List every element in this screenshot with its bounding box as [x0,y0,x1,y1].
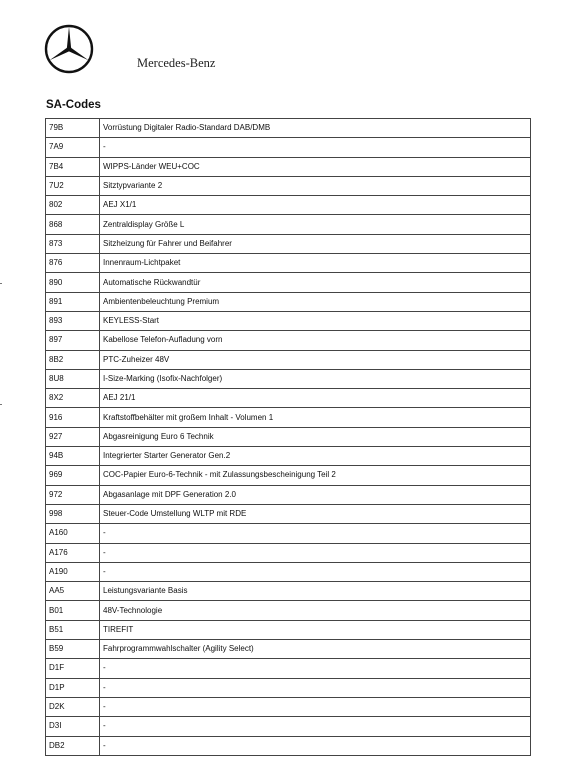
table-row [46,196,531,215]
sa-description-cell: WIPPS-Länder WEU+COC [100,157,531,176]
sa-description-cell: - [100,678,531,697]
sa-code-cell: 868 [46,215,100,234]
sa-description-cell: - [100,543,531,562]
sa-description-cell: Automatische Rückwandtür [100,273,531,292]
sa-description-cell: Kraftstoffbehälter mit großem Inhalt - Volumen 1 [100,408,531,427]
sa-code-cell: 891 [46,292,100,311]
sa-code-cell: 927 [46,427,100,446]
sa-code-cell: 7U2 [46,176,100,195]
table-row [46,119,531,138]
sa-description-cell: - [100,524,531,543]
sa-description-cell: Innenraum-Lichtpaket [100,254,531,273]
section-title: SA-Codes [46,99,101,111]
sa-description-cell: AEJ 21/1 [100,389,531,408]
sa-description-cell: AEJ X1/1 [100,196,531,215]
sa-code-cell: 972 [46,485,100,504]
table-row [46,447,531,466]
sa-code-cell: 893 [46,311,100,330]
sa-code-cell: D1F [46,659,100,678]
sa-description-cell: KEYLESS-Start [100,311,531,330]
sa-description-cell: - [100,659,531,678]
sa-description-cell: TIREFIT [100,620,531,639]
sa-code-cell: 802 [46,196,100,215]
table-row [46,254,531,273]
table-row [46,736,531,755]
sa-code-cell: 873 [46,234,100,253]
sa-description-cell: Kabellose Telefon-Aufladung vorn [100,331,531,350]
sa-code-cell: A190 [46,562,100,581]
sa-description-cell: Zentraldisplay Größe L [100,215,531,234]
table-row [46,389,531,408]
table-row [46,697,531,716]
sa-code-cell: A160 [46,524,100,543]
table-row [46,485,531,504]
sa-description-cell: - [100,717,531,736]
table-row [46,157,531,176]
table-row [46,215,531,234]
sa-description-cell: COC-Papier Euro-6-Technik - mit Zulassungsbescheinigung Teil 2 [100,466,531,485]
sa-description-cell: Ambientenbeleuchtung Premium [100,292,531,311]
table-row [46,601,531,620]
sa-code-cell: 916 [46,408,100,427]
brand-name: Mercedes-Benz [137,56,216,70]
sa-description-cell: Integrierter Starter Generator Gen.2 [100,447,531,466]
table-row [46,543,531,562]
table-row [46,138,531,157]
sa-code-cell: D2K [46,697,100,716]
table-row [46,234,531,253]
sa-description-cell: Leistungsvariante Basis [100,582,531,601]
sa-code-cell: AA5 [46,582,100,601]
table-row [46,562,531,581]
table-row [46,331,531,350]
sa-description-cell: Sitzheizung für Fahrer und Beifahrer [100,234,531,253]
table-row [46,427,531,446]
table-row [46,717,531,736]
sa-description-cell: - [100,736,531,755]
table-row [46,659,531,678]
sa-code-cell: 998 [46,504,100,523]
sa-description-cell: - [100,697,531,716]
table-row [46,292,531,311]
sa-code-cell: D1P [46,678,100,697]
sa-code-cell: 969 [46,466,100,485]
margin-mark [0,283,2,284]
sa-description-cell: Abgasanlage mit DPF Generation 2.0 [100,485,531,504]
table-row [46,582,531,601]
sa-code-cell: DB2 [46,736,100,755]
table-row [46,273,531,292]
sa-code-cell: 8B2 [46,350,100,369]
margin-mark [0,404,2,405]
sa-code-cell: B51 [46,620,100,639]
sa-description-cell: I-Size-Marking (Isofix-Nachfolger) [100,369,531,388]
sa-description-cell: Vorrüstung Digitaler Radio-Standard DAB/DMB [100,119,531,138]
sa-codes-table [45,118,531,756]
sa-description-cell: - [100,562,531,581]
sa-code-cell: 7B4 [46,157,100,176]
sa-description-cell: Sitztypvariante 2 [100,176,531,195]
sa-description-cell: - [100,138,531,157]
sa-description-cell: 48V-Technologie [100,601,531,620]
sa-code-cell: 897 [46,331,100,350]
sa-code-cell: 8X2 [46,389,100,408]
sa-code-cell: B01 [46,601,100,620]
sa-code-cell: 890 [46,273,100,292]
sa-code-cell: 8U8 [46,369,100,388]
sa-code-cell: A176 [46,543,100,562]
sa-description-cell: Fahrprogrammwahlschalter (Agility Select) [100,640,531,659]
sa-code-cell: 94B [46,447,100,466]
mercedes-star-icon [44,24,94,74]
table-row [46,504,531,523]
sa-code-cell: D3I [46,717,100,736]
table-row [46,408,531,427]
table-row [46,311,531,330]
table-row [46,620,531,639]
sa-description-cell: PTC-Zuheizer 48V [100,350,531,369]
table-row [46,369,531,388]
sa-code-cell: 7A9 [46,138,100,157]
table-row [46,524,531,543]
table-row [46,466,531,485]
table-row [46,678,531,697]
table-row [46,176,531,195]
sa-description-cell: Abgasreinigung Euro 6 Technik [100,427,531,446]
sa-code-cell: B59 [46,640,100,659]
sa-code-cell: 876 [46,254,100,273]
sa-description-cell: Steuer-Code Umstellung WLTP mit RDE [100,504,531,523]
table-row [46,350,531,369]
table-row [46,640,531,659]
sa-codes-table-body [46,119,531,756]
sa-code-cell: 79B [46,119,100,138]
